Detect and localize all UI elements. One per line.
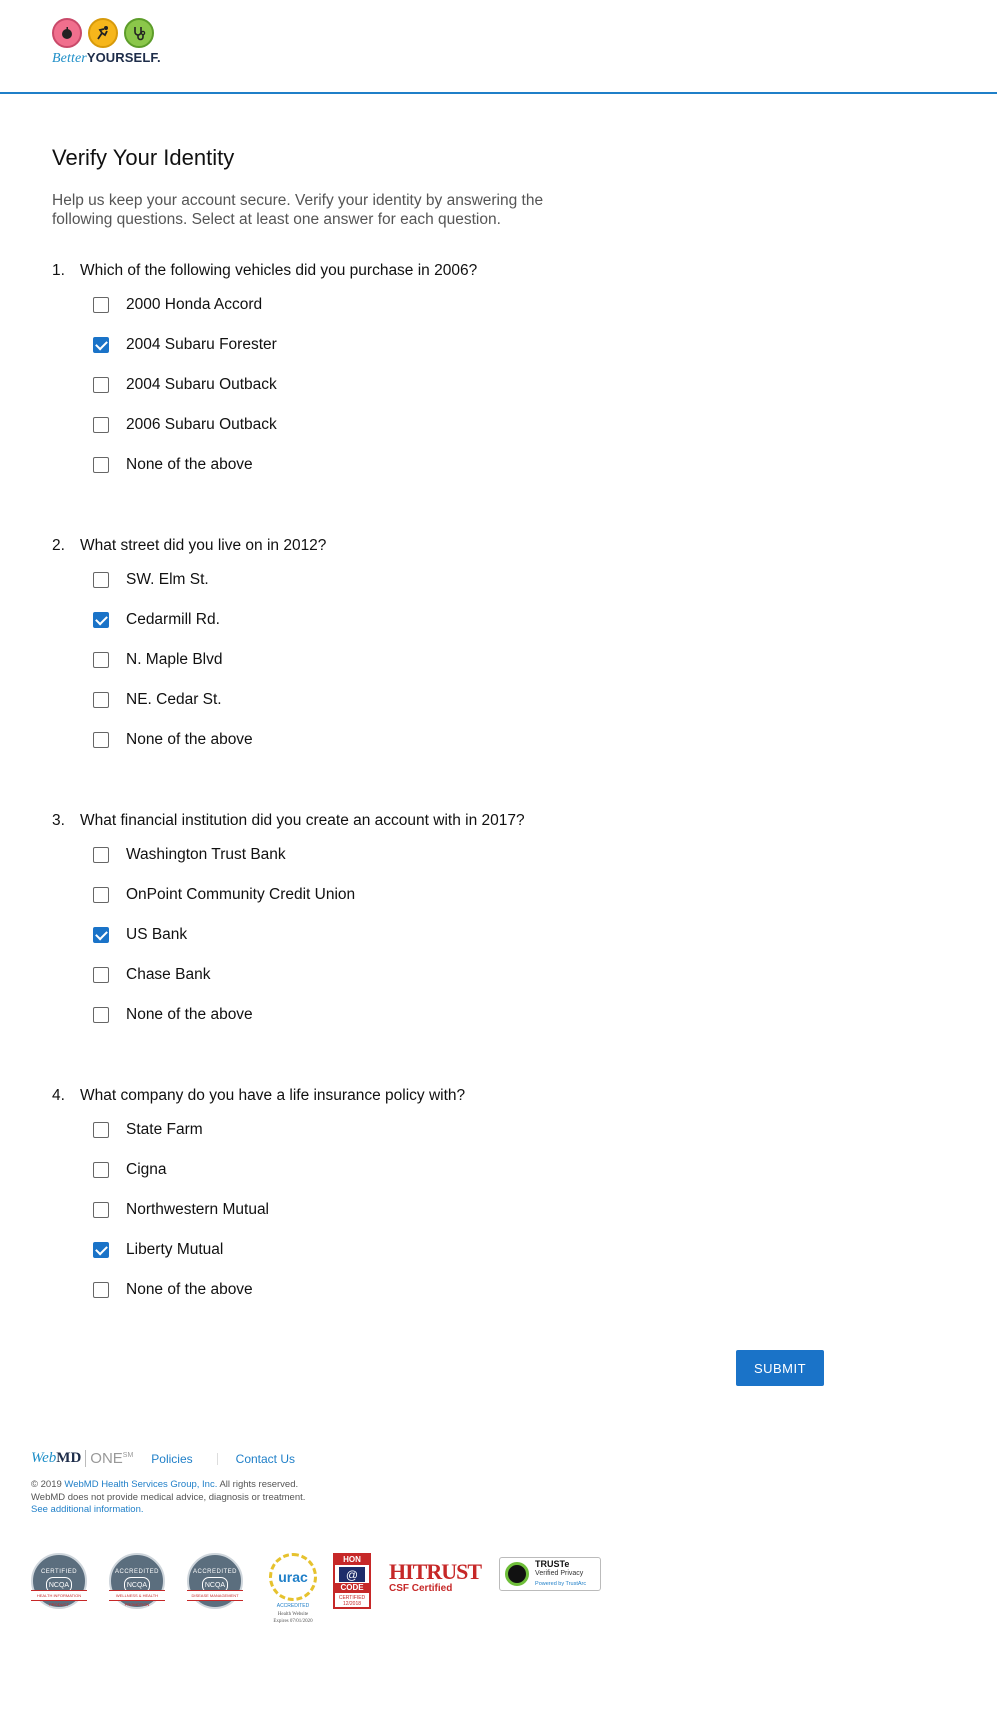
option-label: NE. Cedar St.: [126, 691, 222, 708]
option-label: None of the above: [126, 456, 253, 473]
ncqa-label: NCQA: [46, 1577, 72, 1593]
question-text: What company do you have a life insurance policy with?: [80, 1087, 466, 1104]
option-label: Cigna: [126, 1161, 167, 1178]
badge-top-text: ACCREDITED: [192, 1569, 237, 1575]
company-link[interactable]: WebMD Health Services Group, Inc.: [64, 1479, 218, 1490]
option-label: 2004 Subaru Outback: [126, 376, 277, 393]
badge-top-text: CERTIFIED: [40, 1569, 78, 1575]
checkbox[interactable]: [93, 572, 109, 588]
urac-badge[interactable]: [265, 1553, 321, 1625]
disclaimer: WebMD does not provide medical advice, diagnosis or treatment.: [31, 1491, 306, 1503]
hon-top: HON: [335, 1555, 369, 1565]
ncqa-label: NCQA: [124, 1577, 150, 1593]
checkbox-checked[interactable]: [93, 337, 109, 353]
question-3: [52, 812, 525, 1023]
checkbox[interactable]: [93, 1202, 109, 1218]
option-onpoint-community-credit-union[interactable]: [93, 886, 355, 904]
option-liberty-mutual[interactable]: [93, 1241, 223, 1259]
badge-ribbon: WELLNESS & HEALTH PROMOTION: [109, 1590, 165, 1601]
checkbox[interactable]: [93, 732, 109, 748]
question-1: [52, 262, 478, 473]
option-label: Cedarmill Rd.: [126, 611, 220, 628]
option-2006-subaru-outback[interactable]: [93, 416, 277, 434]
additional-info-link[interactable]: See additional information.: [31, 1504, 144, 1515]
submit-button[interactable]: SUBMIT: [736, 1350, 824, 1386]
option-chase-bank[interactable]: [93, 966, 210, 984]
option-sw-elm-st[interactable]: [93, 571, 209, 589]
logo-dot: .: [156, 50, 161, 65]
checkbox[interactable]: [93, 967, 109, 983]
checkbox[interactable]: [93, 377, 109, 393]
intro-text: Help us keep your account secure. Verify your identity by answering the following questions. Select at least one answer for each question.: [52, 192, 544, 228]
question-4: [52, 1087, 466, 1298]
badge-ribbon: HEALTH INFORMATION PRODUCT: [31, 1590, 87, 1601]
question-title: [52, 262, 477, 280]
hon-code-badge[interactable]: [333, 1553, 371, 1609]
hon-code-label: CODE: [335, 1583, 369, 1593]
urac-accredited: ACCREDITED: [276, 1603, 310, 1609]
footer: [31, 1450, 631, 1517]
truste-label: TRUSTe: [535, 1559, 570, 1569]
truste-sub: Verified Privacy: [535, 1570, 584, 1577]
hon-certified: [339, 1595, 365, 1607]
option-state-farm[interactable]: [93, 1121, 203, 1139]
runner-icon: [88, 18, 118, 48]
apple-icon: [52, 18, 82, 48]
option-none-of-the-above[interactable]: [93, 1281, 253, 1299]
option-label: 2006 Subaru Outback: [126, 416, 277, 433]
logo-icons: [52, 18, 161, 48]
better-yourself-logo[interactable]: [52, 18, 161, 67]
hon-certified-line1: CERTIFIED: [338, 1595, 366, 1601]
question-number: 4.: [52, 1087, 65, 1104]
checkbox[interactable]: [93, 457, 109, 473]
checkbox[interactable]: [93, 887, 109, 903]
option-label: SW. Elm St.: [126, 571, 209, 588]
checkbox[interactable]: [93, 417, 109, 433]
urac-expiry: [273, 1611, 312, 1625]
footer-nav: [31, 1450, 631, 1467]
urac-expiry-line1: Health Website: [277, 1612, 309, 1617]
hon-certified-line2: 12/2018: [342, 1601, 362, 1607]
logo-yourself: YOURSELF: [86, 50, 157, 65]
checkbox-checked[interactable]: [93, 612, 109, 628]
webmd-logo-md: MD: [56, 1450, 82, 1466]
one-logo-text: ONE: [90, 1450, 123, 1467]
ncqa-disease-management-badge[interactable]: [187, 1553, 243, 1609]
option-cigna[interactable]: [93, 1161, 167, 1179]
page-title: Verify Your Identity: [52, 145, 235, 170]
webmd-logo-web: Web: [31, 1450, 57, 1466]
option-northwestern-mutual[interactable]: [93, 1201, 269, 1219]
footer-copyright: [31, 1479, 631, 1517]
header: [0, 0, 997, 94]
accreditation-badges: [31, 1553, 601, 1625]
option-none-of-the-above[interactable]: [93, 456, 253, 474]
urac-expiry-line2: Expires 07/01/2020: [273, 1619, 313, 1624]
option-label: 2004 Subaru Forester: [126, 336, 277, 353]
option-label: OnPoint Community Credit Union: [126, 886, 356, 903]
option-none-of-the-above[interactable]: [93, 1006, 253, 1024]
question-text: What financial institution did you create an account with in 2017?: [80, 812, 525, 829]
checkbox[interactable]: [93, 1162, 109, 1178]
ncqa-label: NCQA: [202, 1577, 228, 1593]
logo-wordmark: [52, 50, 161, 67]
truste-icon: [505, 1562, 529, 1586]
question-2: [52, 537, 327, 748]
ncqa-certified-badge[interactable]: [31, 1553, 87, 1609]
option-2004-subaru-outback[interactable]: [93, 376, 277, 394]
option-label: Washington Trust Bank: [126, 846, 286, 863]
truste-badge[interactable]: [499, 1557, 601, 1591]
logo-better: Better: [52, 51, 87, 66]
truste-powered: Powered by TrustArc: [535, 1581, 587, 1587]
urac-seal: urac: [269, 1553, 317, 1601]
option-ne-cedar-st[interactable]: [93, 691, 222, 709]
question-title: [52, 812, 525, 830]
question-text: Which of the following vehicles did you purchase in 2006?: [80, 262, 478, 279]
question-number: 3.: [52, 812, 65, 829]
option-label: N. Maple Blvd: [126, 651, 223, 668]
option-label: US Bank: [126, 926, 188, 943]
checkbox[interactable]: [93, 652, 109, 668]
option-none-of-the-above[interactable]: [93, 731, 253, 749]
option-2004-subaru-forester[interactable]: [93, 336, 277, 354]
option-washington-trust-bank[interactable]: [93, 846, 286, 864]
checkbox[interactable]: [93, 847, 109, 863]
option-label: None of the above: [126, 731, 253, 748]
option-label: 2000 Honda Accord: [126, 296, 263, 313]
question-title: [52, 1087, 465, 1105]
option-label: None of the above: [126, 1281, 253, 1298]
option-n-maple-blvd[interactable]: [93, 651, 222, 669]
copyright-prefix: © 2019: [31, 1479, 65, 1490]
checkbox[interactable]: [93, 1122, 109, 1138]
ncqa-wellness-badge[interactable]: [109, 1553, 165, 1609]
hitrust-sub: CSF Certified: [389, 1583, 453, 1594]
checkbox[interactable]: [93, 692, 109, 708]
badge-top-text: ACCREDITED: [114, 1569, 159, 1575]
policies-link[interactable]: Policies: [151, 1451, 193, 1466]
option-label: None of the above: [126, 1006, 253, 1023]
one-logo-sup: SM: [122, 1452, 134, 1459]
hitrust-label: HITRUST: [389, 1559, 482, 1584]
truste-text: [535, 1559, 586, 1589]
question-number: 1.: [52, 262, 65, 279]
option-label: Liberty Mutual: [126, 1241, 224, 1258]
question-text: What street did you live on in 2012?: [80, 537, 327, 554]
checkbox-checked[interactable]: [93, 1242, 109, 1258]
contact-us-link[interactable]: Contact Us: [235, 1451, 296, 1466]
option-cedarmill-rd[interactable]: [93, 611, 220, 629]
badge-ribbon: DISEASE MANAGEMENT: [187, 1590, 243, 1601]
copyright-suffix: All rights reserved.: [217, 1479, 299, 1490]
checkbox-checked[interactable]: [93, 927, 109, 943]
checkbox[interactable]: [93, 1282, 109, 1298]
hitrust-badge[interactable]: [389, 1561, 481, 1594]
option-label: State Farm: [126, 1121, 203, 1138]
webmd-logo: [31, 1450, 81, 1467]
checkbox[interactable]: [93, 297, 109, 313]
footer-divider: [217, 1453, 218, 1465]
stethoscope-icon: [124, 18, 154, 48]
option-label: Chase Bank: [126, 966, 211, 983]
option-us-bank[interactable]: [93, 926, 187, 944]
checkbox[interactable]: [93, 1007, 109, 1023]
question-number: 2.: [52, 537, 65, 554]
option-2000-honda-accord[interactable]: [93, 296, 262, 314]
option-label: Northwestern Mutual: [126, 1201, 270, 1218]
one-logo: [85, 1450, 133, 1467]
question-title: [52, 537, 326, 555]
hon-at-icon: @: [339, 1567, 365, 1582]
